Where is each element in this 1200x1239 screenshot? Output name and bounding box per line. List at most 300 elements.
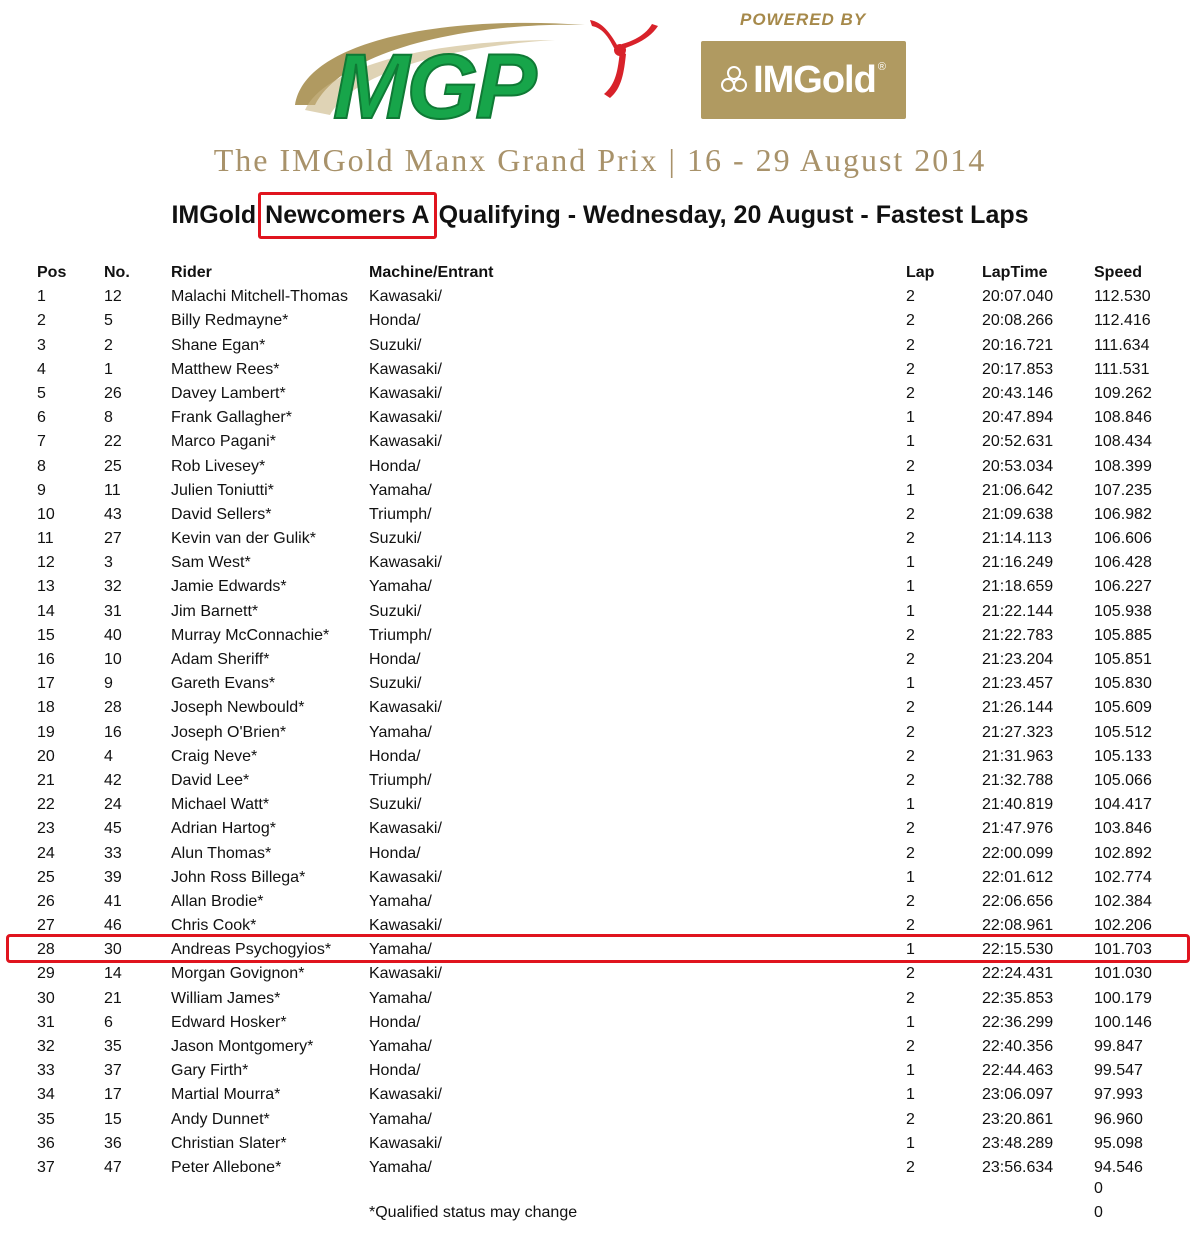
cell-lap: 1	[906, 1062, 915, 1080]
cell-pos: 21	[37, 771, 55, 789]
table-row	[0, 1132, 1200, 1156]
table-row	[0, 696, 1200, 720]
cell-lap: 2	[906, 1158, 915, 1176]
cell-machine: Yamaha/	[369, 941, 432, 959]
cell-machine: Yamaha/	[369, 723, 432, 741]
three-legs-icon	[590, 20, 658, 98]
cell-pos: 18	[37, 699, 55, 717]
cell-no: 17	[104, 1086, 122, 1104]
cell-rider: Murray McConnachie*	[171, 626, 330, 644]
cell-speed: 105.938	[1094, 602, 1152, 620]
cell-rider: Rob Livesey*	[171, 457, 266, 475]
cell-laptime: 21:26.144	[982, 699, 1054, 717]
cell-pos: 33	[37, 1062, 55, 1080]
cell-pos: 13	[37, 578, 55, 596]
column-header-rider: Rider	[171, 264, 212, 281]
cell-pos: 15	[37, 626, 55, 644]
column-header-machine: Machine/Entrant	[369, 264, 494, 281]
cell-speed: 94.546	[1094, 1158, 1143, 1176]
cell-rider: Chris Cook*	[171, 917, 257, 935]
table-row	[0, 890, 1200, 914]
cell-machine: Honda/	[369, 312, 421, 330]
cell-no: 31	[104, 602, 122, 620]
cell-pos: 6	[37, 409, 46, 427]
cell-laptime: 20:08.266	[982, 312, 1054, 330]
cell-speed: 108.846	[1094, 409, 1152, 427]
cell-speed: 105.851	[1094, 651, 1152, 668]
column-header-laptime: LapTime	[982, 264, 1048, 281]
trailing-value: 0	[1094, 1180, 1103, 1197]
table-row	[0, 938, 1200, 962]
cell-lap: 1	[906, 675, 915, 693]
cell-speed: 112.530	[1094, 288, 1151, 306]
cell-rider: Matthew Rees*	[171, 360, 280, 378]
powered-by-label: POWERED BY	[740, 10, 867, 29]
cell-machine: Suzuki/	[369, 796, 422, 814]
table-row	[0, 430, 1200, 454]
cell-no: 30	[104, 941, 122, 959]
cell-speed: 99.847	[1094, 1038, 1143, 1055]
cell-laptime: 22:08.961	[982, 917, 1054, 935]
cell-machine: Kawasaki/	[369, 384, 442, 402]
cell-lap: 1	[906, 433, 915, 451]
cell-machine: Kawasaki/	[369, 868, 442, 886]
cell-lap: 2	[906, 651, 915, 668]
cell-lap: 1	[906, 578, 915, 596]
column-header-no: No.	[104, 264, 130, 281]
cell-rider: Alun Thomas*	[171, 844, 272, 862]
table-row	[0, 285, 1200, 309]
cell-lap: 2	[906, 505, 915, 523]
cell-speed: 99.547	[1094, 1062, 1143, 1080]
cell-lap: 2	[906, 457, 915, 475]
cell-lap: 1	[906, 602, 915, 620]
cell-no: 4	[104, 747, 113, 765]
cell-speed: 112.416	[1094, 312, 1151, 330]
event-subtitle: The IMGold Manx Grand Prix | 16 - 29 August 2014	[213, 142, 987, 178]
cell-lap: 2	[906, 336, 915, 354]
cell-no: 3	[104, 554, 113, 572]
cell-rider: Michael Watt*	[171, 796, 270, 814]
cell-laptime: 21:22.144	[982, 602, 1054, 620]
cell-rider: Jason Montgomery*	[171, 1038, 314, 1055]
cell-speed: 100.146	[1094, 1013, 1152, 1031]
cell-no: 32	[104, 578, 122, 596]
cell-no: 22	[104, 433, 122, 451]
cell-pos: 22	[37, 796, 55, 814]
cell-laptime: 22:15.530	[982, 941, 1054, 959]
cell-speed: 108.434	[1094, 433, 1152, 451]
cell-pos: 36	[37, 1134, 55, 1152]
cell-pos: 30	[37, 989, 55, 1007]
cell-no: 1	[104, 360, 113, 378]
cell-lap: 2	[906, 844, 915, 862]
cell-rider: William James*	[171, 989, 281, 1007]
qualified-status-note: *Qualified status may change	[369, 1204, 578, 1221]
cell-machine: Triumph/	[369, 771, 432, 789]
table-row	[0, 769, 1200, 793]
cell-rider: Adrian Hartog*	[171, 820, 276, 838]
table-row	[0, 745, 1200, 769]
cell-pos: 35	[37, 1110, 55, 1128]
cell-pos: 5	[37, 384, 46, 402]
cell-rider: Martial Mourra*	[171, 1086, 281, 1104]
cell-speed: 108.399	[1094, 457, 1152, 475]
cell-rider: Kevin van der Gulik*	[171, 530, 316, 548]
cell-machine: Suzuki/	[369, 675, 422, 693]
cell-lap: 2	[906, 917, 915, 935]
table-row	[0, 672, 1200, 696]
cell-speed: 104.417	[1094, 796, 1152, 814]
cell-machine: Yamaha/	[369, 1110, 432, 1128]
cell-no: 45	[104, 820, 122, 838]
cell-speed: 106.227	[1094, 578, 1152, 596]
table-row	[0, 1011, 1200, 1035]
cell-rider: Christian Slater*	[171, 1134, 287, 1152]
cell-laptime: 21:22.783	[982, 626, 1054, 644]
column-header-pos: Pos	[37, 264, 67, 281]
cell-machine: Yamaha/	[369, 481, 432, 499]
title-prefix: IMGold	[171, 201, 257, 229]
cell-pos: 27	[37, 917, 55, 935]
cell-pos: 26	[37, 892, 55, 910]
cell-no: 15	[104, 1110, 122, 1128]
cell-pos: 4	[37, 360, 46, 378]
cell-laptime: 21:27.323	[982, 723, 1054, 741]
cell-rider: Joseph O'Brien*	[171, 723, 287, 741]
table-row	[0, 527, 1200, 551]
cell-rider: Shane Egan*	[171, 336, 266, 354]
cell-speed: 95.098	[1094, 1134, 1143, 1152]
cell-rider: Gary Firth*	[171, 1062, 249, 1080]
cell-laptime: 21:31.963	[982, 747, 1054, 765]
cell-lap: 2	[906, 723, 915, 741]
cell-lap: 2	[906, 1038, 915, 1055]
cell-laptime: 21:23.204	[982, 651, 1054, 668]
cell-laptime: 20:17.853	[982, 360, 1054, 378]
table-row	[0, 793, 1200, 817]
cell-laptime: 21:23.457	[982, 675, 1054, 693]
table-row	[0, 551, 1200, 575]
cell-no: 46	[104, 917, 122, 935]
cell-machine: Kawasaki/	[369, 409, 442, 427]
cell-pos: 19	[37, 723, 55, 741]
cell-speed: 105.133	[1094, 747, 1152, 765]
cell-rider: Billy Redmayne*	[171, 312, 289, 330]
cell-laptime: 21:32.788	[982, 771, 1054, 789]
cell-no: 26	[104, 384, 122, 402]
cell-machine: Kawasaki/	[369, 1134, 442, 1152]
cell-no: 16	[104, 723, 122, 741]
cell-no: 42	[104, 771, 122, 789]
cell-speed: 105.512	[1094, 723, 1152, 741]
cell-machine: Kawasaki/	[369, 288, 442, 306]
cell-machine: Kawasaki/	[369, 965, 442, 983]
cell-no: 35	[104, 1038, 122, 1055]
cell-speed: 106.982	[1094, 505, 1152, 523]
cell-speed: 103.846	[1094, 820, 1152, 838]
cell-speed: 109.262	[1094, 384, 1152, 402]
mgp-logo	[285, 10, 675, 140]
cell-laptime: 22:35.853	[982, 989, 1054, 1007]
cell-pos: 23	[37, 820, 55, 838]
cell-machine: Yamaha/	[369, 892, 432, 910]
cell-machine: Honda/	[369, 1062, 421, 1080]
cell-lap: 1	[906, 1134, 915, 1152]
cell-pos: 14	[37, 602, 55, 620]
cell-laptime: 22:01.612	[982, 868, 1054, 886]
table-row	[0, 455, 1200, 479]
cell-machine: Yamaha/	[369, 1038, 432, 1055]
table-row	[0, 575, 1200, 599]
cell-pos: 7	[37, 433, 46, 451]
cell-speed: 105.830	[1094, 675, 1152, 693]
cell-pos: 10	[37, 505, 55, 523]
cell-no: 36	[104, 1134, 122, 1152]
mgp-logo-graphic	[285, 10, 675, 140]
cell-speed: 105.885	[1094, 626, 1152, 644]
cell-laptime: 22:44.463	[982, 1062, 1054, 1080]
cell-laptime: 23:56.634	[982, 1158, 1054, 1176]
cell-laptime: 21:18.659	[982, 578, 1054, 596]
table-row	[0, 382, 1200, 406]
cell-laptime: 21:40.819	[982, 796, 1054, 814]
cell-lap: 1	[906, 868, 915, 886]
cell-speed: 102.384	[1094, 892, 1152, 910]
cell-lap: 2	[906, 1110, 915, 1128]
cell-rider: Peter Allebone*	[171, 1158, 282, 1176]
imgold-brand-text: IMGold	[753, 58, 876, 101]
cell-speed: 102.892	[1094, 844, 1152, 862]
cell-rider: Joseph Newbould*	[171, 699, 305, 717]
cell-speed: 106.428	[1094, 554, 1152, 572]
cell-machine: Triumph/	[369, 505, 432, 523]
cell-laptime: 20:43.146	[982, 384, 1054, 402]
cell-pos: 31	[37, 1013, 55, 1031]
table-row	[0, 914, 1200, 938]
registered-mark: ®	[877, 61, 886, 73]
cell-pos: 29	[37, 965, 55, 983]
cell-rider: Malachi Mitchell-Thomas	[171, 288, 348, 306]
cell-laptime: 21:09.638	[982, 505, 1054, 523]
cell-laptime: 22:40.356	[982, 1038, 1054, 1055]
cell-machine: Kawasaki/	[369, 554, 442, 572]
table-row	[0, 842, 1200, 866]
cell-no: 14	[104, 965, 122, 983]
cell-laptime: 22:24.431	[982, 965, 1054, 983]
cell-speed: 101.030	[1094, 965, 1152, 983]
cell-machine: Honda/	[369, 651, 421, 668]
cell-lap: 2	[906, 626, 915, 644]
cell-machine: Kawasaki/	[369, 360, 442, 378]
cell-speed: 111.531	[1094, 360, 1150, 378]
cell-machine: Kawasaki/	[369, 433, 442, 451]
cell-speed: 102.206	[1094, 917, 1152, 935]
cell-no: 12	[104, 288, 122, 306]
table-row	[0, 479, 1200, 503]
cell-lap: 1	[906, 796, 915, 814]
cell-no: 24	[104, 796, 122, 814]
cell-pos: 20	[37, 747, 55, 765]
cell-laptime: 20:53.034	[982, 457, 1054, 475]
cell-rider: Craig Neve*	[171, 747, 258, 765]
cell-rider: Edward Hosker*	[171, 1013, 287, 1031]
cell-machine: Yamaha/	[369, 1158, 432, 1176]
cell-pos: 12	[37, 554, 55, 572]
cell-lap: 2	[906, 989, 915, 1007]
cell-rider: Morgan Govignon*	[171, 965, 305, 983]
cell-rider: Davey Lambert*	[171, 384, 286, 402]
cell-machine: Kawasaki/	[369, 1086, 442, 1104]
cell-rider: Gareth Evans*	[171, 675, 276, 693]
table-row	[0, 503, 1200, 527]
cell-machine: Kawasaki/	[369, 699, 442, 717]
cell-lap: 2	[906, 360, 915, 378]
page-title	[0, 200, 1200, 231]
cell-rider: Andy Dunnet*	[171, 1110, 270, 1128]
cell-laptime: 20:52.631	[982, 433, 1054, 451]
cell-speed: 105.066	[1094, 771, 1152, 789]
table-row	[0, 358, 1200, 382]
table-row	[0, 624, 1200, 648]
column-header-lap: Lap	[906, 264, 935, 281]
mgp-logo-text: MGP	[333, 36, 534, 138]
cell-pos: 32	[37, 1038, 55, 1055]
table-row	[0, 648, 1200, 672]
cell-machine: Honda/	[369, 747, 421, 765]
cell-rider: Jim Barnett*	[171, 602, 259, 620]
table-body	[0, 285, 1200, 1180]
cell-no: 10	[104, 651, 122, 668]
cell-rider: Adam Sheriff*	[171, 651, 270, 668]
cell-pos: 1	[37, 288, 46, 306]
cell-speed: 96.960	[1094, 1110, 1143, 1128]
table-row	[0, 817, 1200, 841]
cell-no: 37	[104, 1062, 122, 1080]
cell-pos: 3	[37, 336, 46, 354]
cell-no: 25	[104, 457, 122, 475]
cell-no: 41	[104, 892, 122, 910]
column-header-speed: Speed	[1094, 264, 1143, 281]
cell-pos: 9	[37, 481, 46, 499]
cell-no: 5	[104, 312, 113, 330]
cell-machine: Suzuki/	[369, 530, 422, 548]
cell-pos: 2	[37, 312, 46, 330]
cell-pos: 28	[37, 941, 55, 959]
cell-laptime: 23:06.097	[982, 1086, 1054, 1104]
table-row	[0, 987, 1200, 1011]
cell-laptime: 22:06.656	[982, 892, 1054, 910]
cell-pos: 8	[37, 457, 46, 475]
cell-rider: Andreas Psychogyios*	[171, 941, 332, 959]
cell-machine: Honda/	[369, 844, 421, 862]
cell-machine: Honda/	[369, 457, 421, 475]
table-row	[0, 1059, 1200, 1083]
cell-lap: 1	[906, 1013, 915, 1031]
cell-speed: 101.703	[1094, 941, 1152, 959]
trailing-value: 0	[1094, 1204, 1103, 1221]
cell-machine: Triumph/	[369, 626, 432, 644]
cell-no: 43	[104, 505, 122, 523]
cell-no: 2	[104, 336, 113, 354]
cell-speed: 105.609	[1094, 699, 1152, 717]
cell-laptime: 23:48.289	[982, 1134, 1054, 1152]
cell-rider: Julien Toniutti*	[171, 481, 274, 499]
cell-laptime: 21:14.113	[982, 530, 1052, 548]
table-row	[0, 962, 1200, 986]
cell-lap: 1	[906, 409, 915, 427]
cell-lap: 2	[906, 384, 915, 402]
cell-laptime: 20:47.894	[982, 409, 1054, 427]
table-header-row	[0, 261, 1200, 285]
cell-no: 40	[104, 626, 122, 644]
cell-rider: Sam West*	[171, 554, 251, 572]
cell-machine: Yamaha/	[369, 989, 432, 1007]
cell-speed: 100.179	[1094, 989, 1152, 1007]
cell-speed: 111.634	[1094, 336, 1150, 354]
table-row	[0, 334, 1200, 358]
cell-lap: 2	[906, 530, 915, 548]
imgold-sponsor-badge	[701, 41, 906, 119]
cell-machine: Honda/	[369, 1013, 421, 1031]
cell-pos: 17	[37, 675, 55, 693]
cell-lap: 1	[906, 554, 915, 572]
cell-machine: Kawasaki/	[369, 820, 442, 838]
cell-pos: 16	[37, 651, 55, 668]
table-row	[0, 600, 1200, 624]
table-row	[0, 1156, 1200, 1180]
cell-rider: David Lee*	[171, 771, 250, 789]
table-row	[0, 1035, 1200, 1059]
cell-no: 27	[104, 530, 122, 548]
cell-pos: 24	[37, 844, 55, 862]
cell-rider: David Sellers*	[171, 505, 272, 523]
cell-lap: 1	[906, 1086, 915, 1104]
imgold-mark-icon	[721, 65, 747, 95]
cell-rider: Jamie Edwards*	[171, 578, 287, 596]
table-row	[0, 309, 1200, 333]
cell-pos: 25	[37, 868, 55, 886]
cell-laptime: 23:20.861	[982, 1110, 1054, 1128]
cell-machine: Suzuki/	[369, 602, 422, 620]
cell-lap: 1	[906, 941, 915, 959]
cell-pos: 34	[37, 1086, 55, 1104]
cell-no: 28	[104, 699, 122, 717]
cell-machine: Suzuki/	[369, 336, 422, 354]
cell-lap: 2	[906, 312, 915, 330]
cell-no: 9	[104, 675, 113, 693]
cell-speed: 97.993	[1094, 1086, 1143, 1104]
results-table	[0, 261, 1200, 1180]
cell-lap: 2	[906, 747, 915, 765]
cell-lap: 1	[906, 481, 915, 499]
cell-no: 6	[104, 1013, 113, 1031]
cell-rider: John Ross Billega*	[171, 868, 306, 886]
cell-no: 39	[104, 868, 122, 886]
cell-speed: 107.235	[1094, 481, 1152, 499]
table-row	[0, 721, 1200, 745]
table-row	[0, 406, 1200, 430]
cell-laptime: 21:16.249	[982, 554, 1054, 572]
cell-laptime: 20:07.040	[982, 288, 1054, 306]
cell-lap: 2	[906, 699, 915, 717]
table-row	[0, 1083, 1200, 1107]
cell-no: 47	[104, 1158, 122, 1176]
cell-laptime: 20:16.721	[982, 336, 1054, 354]
title-suffix: Qualifying - Wednesday, 20 August - Fastest Laps	[438, 201, 1029, 229]
cell-pos: 37	[37, 1158, 55, 1176]
cell-no: 21	[104, 989, 122, 1007]
